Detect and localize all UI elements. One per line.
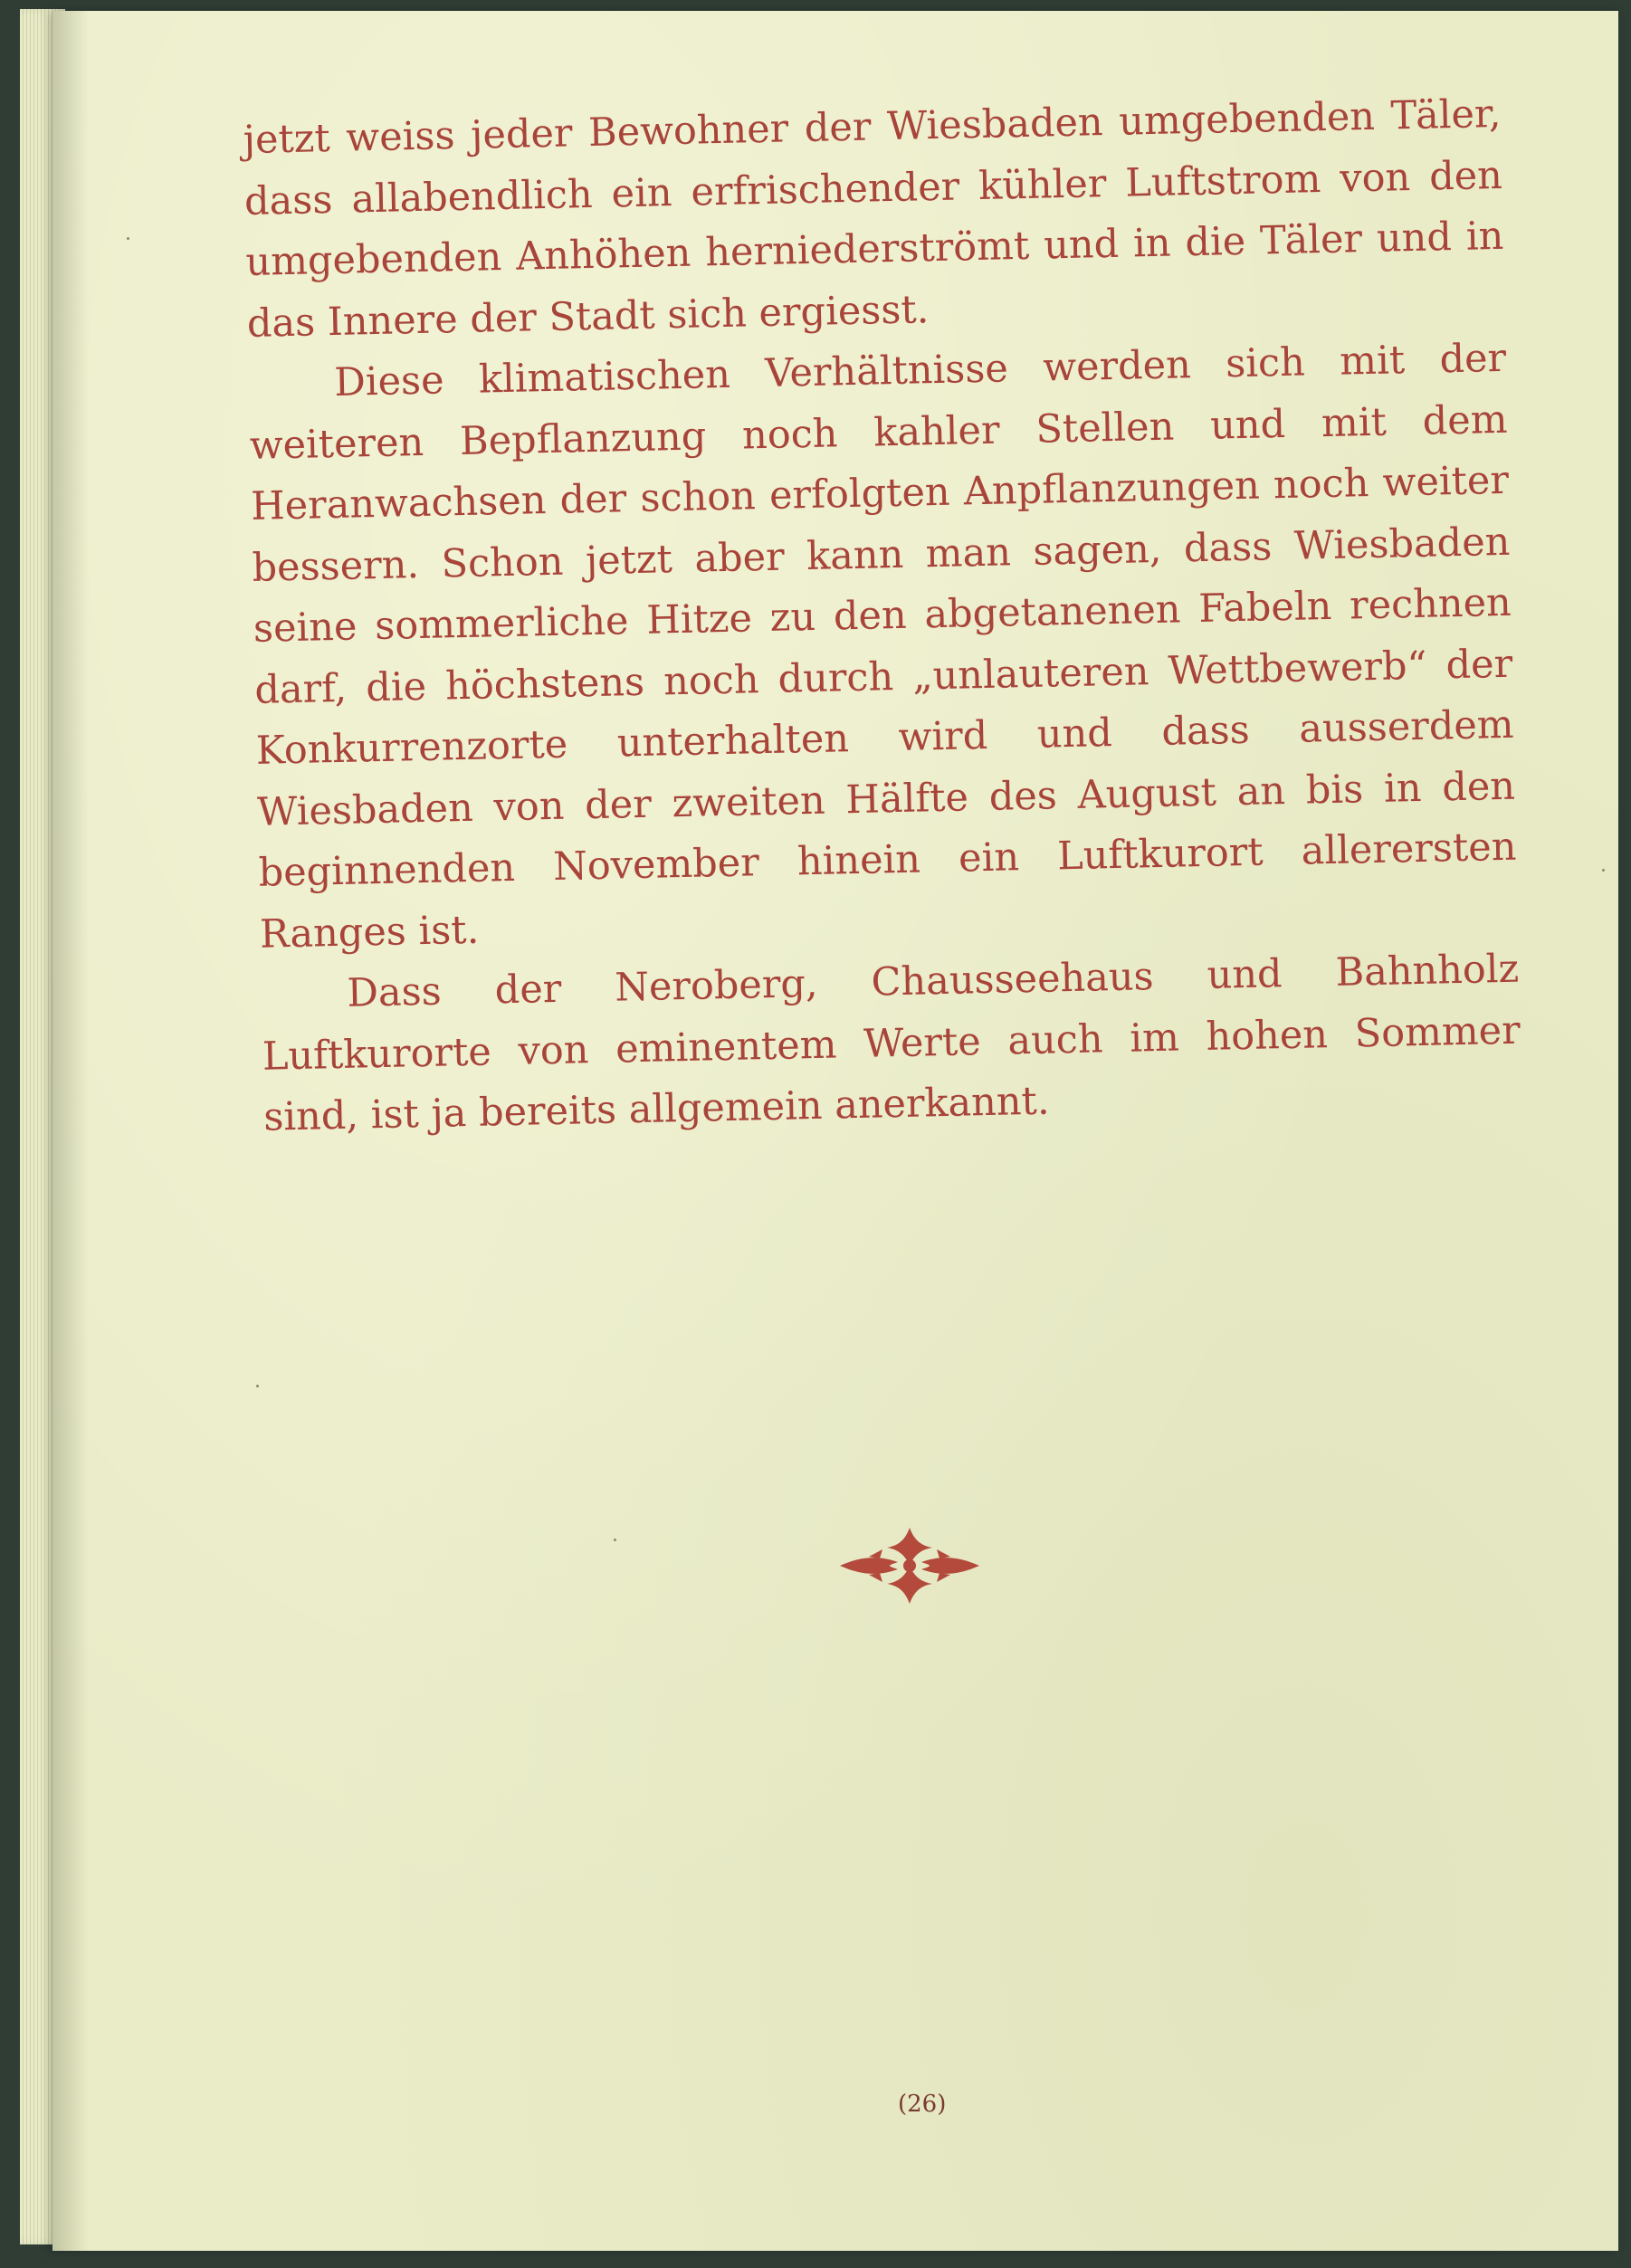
paragraph-1: jetzt weiss jeder Bewohner der Wiesbaden umgebenden Täler, dass allabendlich ein erfrischender kühler Luftstrom von den umgebenden Anhöhen herniederströmt und in die Täler und in das Innere der Stadt sich ergiesst. — [243, 91, 1504, 347]
gutter-shadow — [52, 11, 89, 2251]
paper-speck — [1602, 869, 1605, 872]
paper-speck — [614, 1539, 616, 1541]
body-text — [243, 84, 1522, 1148]
paragraph-2: Diese klimatischen Verhältnisse werden sich mit der weiteren Bepflanzung noch kahler Stellen und mit dem Heranwachsen der schon erfolgten Anpflanzungen noch weiter bessern. Schon jetzt aber kann man sagen, dass Wiesbaden seine sommerliche Hitze zu den abgetanenen Fabeln rechnen darf, die höchstens noch durch „unlauteren Wettbewerb“ der Konkurrenzorte unterhalten wird und dass ausserdem Wiesbaden von der zweiten Hälfte des August an bis in den beginnenden November hinein ein Luftkurort allerersten Ranges ist. — [249, 335, 1517, 958]
paragraph-3: Dass der Neroberg, Chausseehaus und Bahnholz Luftkurorte von eminentem Werte auch im hohen Sommer sind, ist ja bereits allgemein anerkannt. — [262, 946, 1521, 1140]
paper-speck — [127, 237, 129, 240]
page-number: (26) — [898, 2091, 947, 2118]
fleuron-ornament-icon — [833, 1520, 987, 1611]
paper-speck — [256, 1385, 259, 1387]
